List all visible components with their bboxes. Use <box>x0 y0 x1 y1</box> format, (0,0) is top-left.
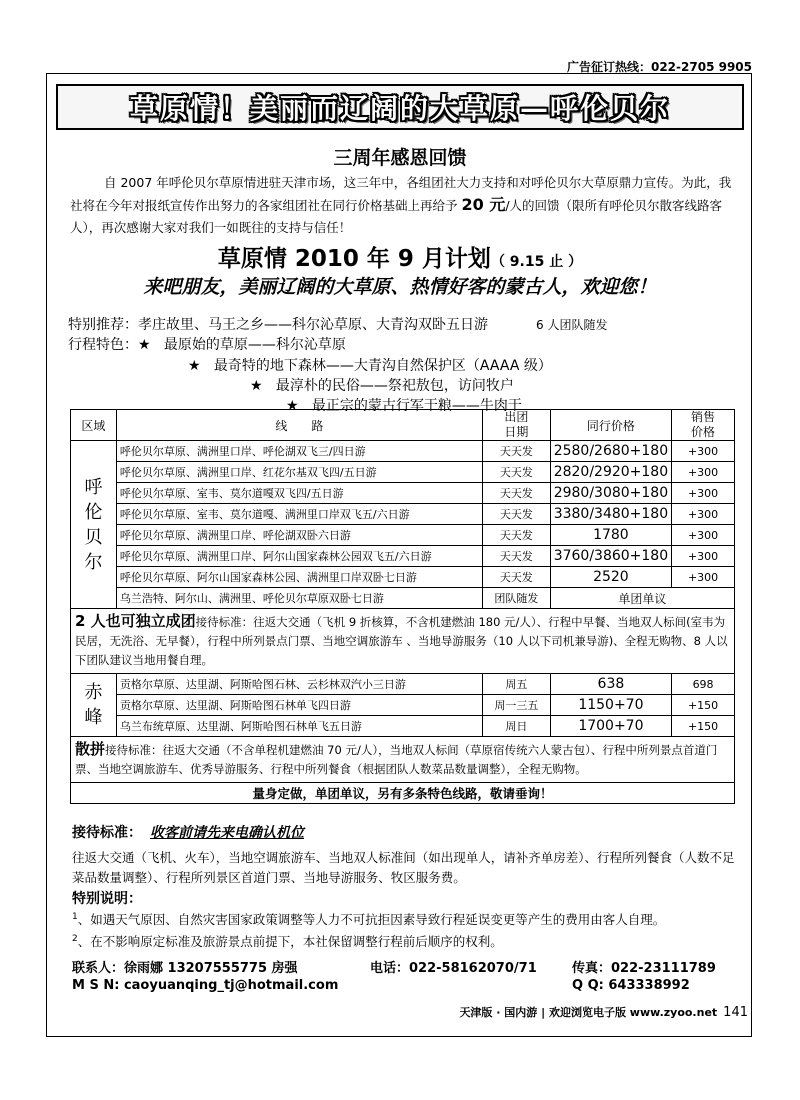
features-label: 行程特色： <box>68 337 138 353</box>
feature-item: 最原始的草原——科尔沁草原 <box>163 337 346 353</box>
contact-qq: Q Q: 643338992 <box>572 978 690 993</box>
sale-cell: +150 <box>672 695 735 716</box>
table-row <box>71 441 735 462</box>
subtitle: 三周年感恩回馈 <box>333 147 467 169</box>
star-icon: ★ <box>188 358 201 374</box>
route-cell: 呼伦贝尔草原、满洲里口岸、红花尔基双飞四/五日游 <box>116 462 482 483</box>
feature-item: 最奇特的地下森林——大青沟自然保护区（AAAA 级） <box>213 358 552 374</box>
standard-text: 往返大交通（飞机、火车），当地空调旅游车、当地双人标准间（如出现单人，请补齐单房差）、行程所列餐食（人数不足菜品数量调整）、行程所列景区首道门票、当地导游服务、牧区服务费。 <box>72 850 735 885</box>
intro-highlight: 20 元 <box>461 195 506 214</box>
depart-cell: 周五 <box>482 674 550 695</box>
sale-cell: +300 <box>672 462 735 483</box>
footer-row <box>71 783 735 804</box>
table-row <box>71 716 735 737</box>
route-cell: 呼伦贝尔草原、阿尔山国家森林公园、满洲里口岸双卧七日游 <box>116 567 482 588</box>
depart-cell: 周一三五 <box>482 695 550 716</box>
table-row <box>71 674 735 695</box>
price-cell: 1780 <box>550 525 671 546</box>
table-row <box>71 588 735 609</box>
route-cell: 呼伦贝尔草原、室韦、莫尔道嘎双飞四/五日游 <box>116 483 482 504</box>
star-icon: ★ <box>286 398 299 414</box>
sale-cell: +300 <box>672 567 735 588</box>
price-cell: 2980/3080+180 <box>550 483 671 504</box>
item-number: 2 <box>72 933 78 944</box>
header-region: 区域 <box>71 410 117 441</box>
depart-cell: 天天发 <box>482 546 550 567</box>
depart-cell: 周日 <box>482 716 550 737</box>
price-cell: 3380/3480+180 <box>550 504 671 525</box>
route-cell: 呼伦贝尔草原、满洲里口岸、呼伦湖双卧六日游 <box>116 525 482 546</box>
feature-line-2 <box>188 355 552 375</box>
contact-msn: M S N: caoyuanqing_tj@hotmail.com <box>72 978 339 993</box>
footer-text: 天津版 · 国内游 | 欢迎浏览电子版 www.zyoo.net <box>459 1006 718 1019</box>
price-cell: 1150+70 <box>550 695 671 716</box>
depart-cell: 天天发 <box>482 504 550 525</box>
sale-cell: 698 <box>672 674 735 695</box>
intro-text-2: /人的回馈（限所有呼伦贝尔散客线路客人），再次感谢大家对我们一如既往的支持与信任！ <box>70 198 723 235</box>
price-cell: 638 <box>550 674 671 695</box>
feature-item: 最正宗的蒙古行军干粮——牛肉干 <box>311 398 522 414</box>
table-row <box>71 525 735 546</box>
table-row <box>71 546 735 567</box>
plan-title-text: 草原情 2010 年 9 月计划 <box>217 246 491 272</box>
depart-cell: 天天发 <box>482 483 550 504</box>
depart-cell: 天天发 <box>482 525 550 546</box>
note-row <box>71 737 735 783</box>
sale-cell: +300 <box>672 504 735 525</box>
table-row <box>71 567 735 588</box>
route-cell: 呼伦贝尔草原、满洲里口岸、阿尔山国家森林公园双飞五/六日游 <box>116 546 482 567</box>
depart-cell: 天天发 <box>482 462 550 483</box>
contact-phone: 电话：022-58162070/71 <box>370 961 537 976</box>
route-cell: 贡格尔草原、达里湖、阿斯哈图石林、云杉林双汽小三日游 <box>116 674 482 695</box>
table-row <box>71 483 735 504</box>
table-footer: 量身定做，单团单议，另有多条特色线路，敬请垂询！ <box>71 783 735 804</box>
feature-line-1 <box>68 334 346 354</box>
route-table <box>70 409 735 804</box>
page-footer <box>0 1004 748 1020</box>
depart-cell: 天天发 <box>482 441 550 462</box>
price-cell: 3760/3860+180 <box>550 546 671 567</box>
item-text: 、如遇天气原因、自然灾害国家政策调整等人力不可抗拒因素导致行程延误变更等产生的费用由客人自理。 <box>77 912 666 927</box>
slogan: 来吧朋友，美丽辽阔的大草原、热情好客的蒙古人，欢迎您！ <box>143 276 657 298</box>
contact-fax: 传真：022-23111789 <box>572 961 716 976</box>
item-number: 1 <box>72 911 78 922</box>
header-route: 线 路 <box>116 410 482 441</box>
sale-cell: +300 <box>672 546 735 567</box>
table-header <box>71 410 735 441</box>
item-text: 、在不影响原定标准及旅游景点前提下，本社保留调整行程前后顺序的权利。 <box>77 934 503 949</box>
special-title: 特别说明： <box>72 891 142 907</box>
note-text: 接待标准：往返大交通（不含单程机建燃油 70 元/人），当地双人标间（草原宿传统六人蒙古包）、行程中所列景点首道门票、当地空调旅游车、优秀导游服务、行程中所列餐食（根据团队人数菜品数量调整），全程无购物。 <box>75 743 718 776</box>
table-row <box>71 695 735 716</box>
recommend-text: 特别推荐：孝庄故里、马王之乡——科尔沁草原、大青沟双卧五日游 <box>68 317 488 333</box>
page-number: 141 <box>723 1005 748 1020</box>
header-price: 同行价格 <box>550 410 671 441</box>
depart-cell: 团队随发 <box>482 588 550 609</box>
price-cell: 2520 <box>550 567 671 588</box>
note-row <box>71 609 735 674</box>
feature-line-3 <box>250 375 514 395</box>
price-cell: 2820/2920+180 <box>550 462 671 483</box>
ad-hotline: 广告征订热线：022-2705 9905 <box>566 60 752 74</box>
intro-paragraph <box>70 172 740 239</box>
sale-cell: +300 <box>672 525 735 546</box>
route-cell: 乌兰浩特、阿尔山、满洲里、呼伦贝尔草原双卧七日游 <box>116 588 482 609</box>
sale-cell: +300 <box>672 483 735 504</box>
standard-notice: 收客前请先来电确认机位 <box>150 825 304 841</box>
standard-label: 接待标准： <box>72 825 142 841</box>
sale-cell: +150 <box>672 716 735 737</box>
route-cell: 呼伦贝尔草原、室韦、莫尔道嘎、满洲里口岸双飞五/六日游 <box>116 504 482 525</box>
contact-person: 联系人：徐雨娜 13207555775 房强 <box>72 961 298 976</box>
note-bold: 散拼 <box>75 740 106 758</box>
price-cell: 1700+70 <box>550 716 671 737</box>
feature-item: 最淳朴的民俗——祭祀敖包，访问牧户 <box>275 378 514 394</box>
recommend-group: 6 人团队随发 <box>536 318 608 332</box>
reception-standard <box>72 822 304 842</box>
special-recommend <box>68 314 607 334</box>
region-hulunbuir: 呼 伦 贝 尔 <box>71 441 117 609</box>
route-cell: 贡格尔草原、达里湖、阿斯哈图石林单飞四日游 <box>116 695 482 716</box>
plan-note: （ 9.15 止 ） <box>490 254 583 270</box>
intro-text-1: 自 2007 年呼伦贝尔草原情进驻天津市场，这三年中，各组团社大力支持和对呼伦贝尔大草原鼎力宣传。为此，我社将在今年对报纸宣传作出努力的各家组团社在同行价格基础上再给予 <box>70 175 732 213</box>
price-cell: 2580/2680+180 <box>550 441 671 462</box>
special-item <box>72 910 665 928</box>
special-item <box>72 932 503 950</box>
note-bold: 2 人也可独立成团 <box>75 612 196 630</box>
star-icon: ★ <box>250 378 263 394</box>
depart-cell: 天天发 <box>482 567 550 588</box>
plan-title <box>0 240 800 273</box>
route-cell: 呼伦贝尔草原、满洲里口岸、呼伦湖双飞三/四日游 <box>116 441 482 462</box>
region-chifeng: 赤 峰 <box>71 674 117 737</box>
banner <box>56 84 744 130</box>
route-cell: 乌兰布统草原、达里湖、阿斯哈图石林单飞五日游 <box>116 716 482 737</box>
header-depart: 出团 日期 <box>482 410 550 441</box>
note-text: 接待标准：往返大交通（飞机 9 折核算，不含机建燃油 180 元/人）、行程中早餐、当地双人标间(室韦为民居，无洗浴、无早餐），行程中所列景点门票、当地空调旅游车 、当地导游服务（10 人以下司机兼导游)、全程无购物、8 人以下团队建议当地用餐自理。 <box>75 615 728 667</box>
table-row <box>71 462 735 483</box>
header-sale: 销售 价格 <box>672 410 735 441</box>
banner-title: 草原情！美丽而辽阔的大草原—呼伦贝尔 <box>129 92 670 125</box>
sale-cell: +300 <box>672 441 735 462</box>
note-joined-tour <box>71 737 735 783</box>
price-cell: 单团单议 <box>550 588 734 609</box>
table-row <box>71 504 735 525</box>
star-icon: ★ <box>138 337 151 353</box>
note-independent-group <box>71 609 735 674</box>
